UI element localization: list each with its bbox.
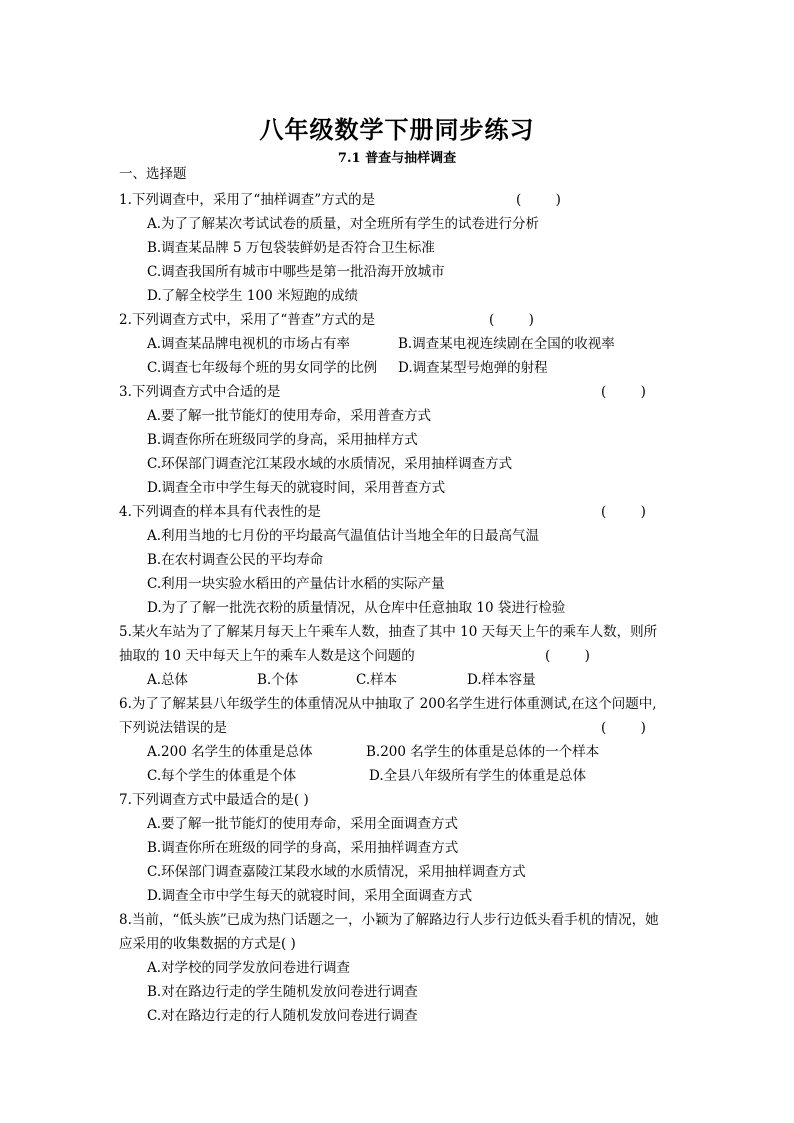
question-7-option-c: C.环保部门调查嘉陵江某段水域的水质情况，采用抽样调查方式 — [147, 864, 526, 880]
question-2-answer-blank: ( ) — [489, 312, 534, 328]
question-6-option-a: A.200 名学生的体重是总体 — [147, 744, 313, 760]
question-3-option-a: A.要了解一批节能灯的使用寿命，采用普查方式 — [147, 408, 432, 424]
question-1-answer-blank: ( ) — [516, 192, 561, 208]
question-7-option-b: B.调查你所在班级的同学的身高，采用抽样调查方式 — [147, 840, 459, 856]
question-3-answer-blank: ( ) — [601, 384, 646, 400]
question-2-option-c: C.调查七年级每个班的男女同学的比例 — [147, 360, 378, 376]
question-6-option-d: D.全县八年级所有学生的体重是总体 — [369, 768, 587, 784]
question-5-option-c: C.样本 — [356, 672, 398, 688]
question-1-option-c: C.调查我国所有城市中哪些是第一批沿海开放城市 — [147, 264, 445, 280]
question-6-stem-line-1: 6.为了了解某县八年级学生的体重情况从中抽取了 200名学生进行体重测试,在这个问题中, — [119, 696, 657, 712]
question-2-option-a: A.调查某品牌电视机的市场占有率 — [147, 336, 351, 352]
question-1-option-b: B.调查某品牌 5 万包袋装鲜奶是否符合卫生标准 — [147, 240, 435, 256]
question-8-stem-line-2: 应采用的收集数据的方式是( ) — [119, 936, 296, 952]
question-5-option-a: A.总体 — [147, 672, 189, 688]
question-2-stem: 2.下列调查方式中，采用了“普查”方式的是 — [119, 312, 376, 328]
question-5-option-b: B.个体 — [257, 672, 299, 688]
question-6-answer-blank: ( ) — [601, 720, 646, 736]
section-heading: 一、选择题 — [119, 166, 187, 182]
question-6-stem-line-2: 下列说法错误的是 — [119, 720, 227, 736]
question-5-answer-blank: ( ) — [545, 648, 590, 664]
question-4-option-b: B.在农村调查公民的平均寿命 — [147, 552, 324, 568]
question-5-option-d: D.样本容量 — [467, 672, 536, 688]
question-3-option-c: C.环保部门调查沱江某段水域的水质情况，采用抽样调查方式 — [147, 456, 513, 472]
question-4-option-c: C.利用一块实验水稻田的产量估计水稻的实际产量 — [147, 576, 445, 592]
question-2-option-d: D.调查某型号炮弹的射程 — [398, 360, 548, 376]
question-7-option-a: A.要了解一批节能灯的使用寿命，采用全面调查方式 — [147, 816, 459, 832]
question-4-option-d: D.为了了解一批洗衣粉的质量情况，从仓库中任意抽取 10 袋进行检验 — [147, 600, 566, 616]
question-1-stem: 1.下列调查中，采用了“抽样调查”方式的是 — [119, 192, 376, 208]
question-1-option-a: A.为了了解某次考试试卷的质量，对全班所有学生的试卷进行分析 — [147, 216, 540, 232]
question-3-option-b: B.调查你所在班级同学的身高，采用抽样方式 — [147, 432, 418, 448]
question-2-option-b: B.调查某电视连续剧在全国的收视率 — [398, 336, 615, 352]
question-1-option-d: D.了解全校学生 100 米短跑的成绩 — [147, 288, 358, 304]
question-4-stem: 4.下列调查的样本具有代表性的是 — [119, 504, 321, 520]
question-6-option-b: B.200 名学生的体重是总体的一个样本 — [366, 744, 600, 760]
question-8-option-a: A.对学校的同学发放问卷进行调查 — [147, 960, 351, 976]
question-8-option-c: C.对在路边行走的行人随机发放问卷进行调查 — [147, 1008, 418, 1024]
question-5-stem-line-1: 5.某火车站为了了解某月每天上午乘车人数，抽查了其中 10 天每天上午的乘车人数，则所 — [119, 624, 658, 640]
question-3-option-d: D.调查全市中学生每天的就寝时间，采用普查方式 — [147, 480, 446, 496]
question-4-answer-blank: ( ) — [601, 504, 646, 520]
section-subtitle: 7.1 普查与抽样调查 — [337, 151, 457, 166]
question-5-stem-line-2: 抽取的 10 天中每天上午的乘车人数是这个问题的 — [119, 648, 415, 664]
page-title: 八年级数学下册同步练习 — [259, 115, 535, 144]
question-3-stem: 3.下列调查方式中合适的是 — [119, 384, 281, 400]
question-6-option-c: C.每个学生的体重是个体 — [147, 768, 297, 784]
question-7-stem: 7.下列调查方式中最适合的是( ) — [119, 792, 309, 808]
question-4-option-a: A.利用当地的七月份的平均最高气温值估计当地全年的日最高气温 — [147, 528, 540, 544]
question-8-stem-line-1: 8.当前，“低头族”已成为热门话题之一，小颖为了解路边行人步行边低头看手机的情况，她 — [119, 912, 659, 928]
question-8-option-b: B.对在路边行走的学生随机发放问卷进行调查 — [147, 984, 418, 1000]
question-7-option-d: D.调查全市中学生每天的就寝时间，采用全面调查方式 — [147, 888, 473, 904]
